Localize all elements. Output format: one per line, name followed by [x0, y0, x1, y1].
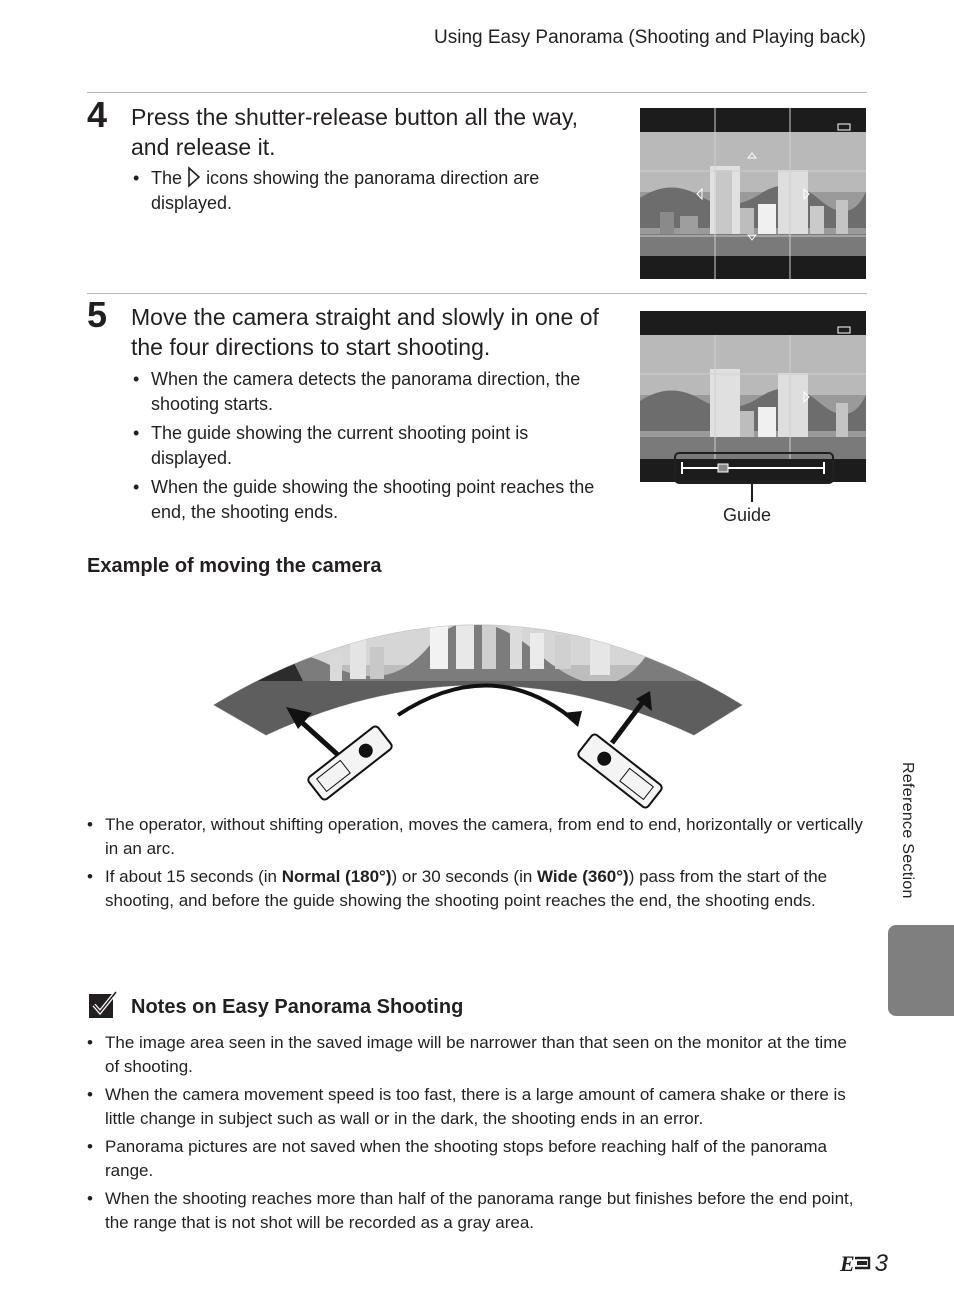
list-item: • The image area seen in the saved image will be narrower than that seen on the monitor at the time of shooting. [87, 1033, 847, 1076]
list-item: • When the shooting reaches more than half of the panorama range but finishes before the end point, the range that is not shot will be recorded as a gray area. [87, 1189, 854, 1232]
divider [87, 92, 867, 93]
notes-bullets [85, 1031, 865, 1239]
running-header: Using Easy Panorama (Shooting and Playing back) [434, 27, 866, 48]
list-item: • Panorama pictures are not saved when the shooting stops before reaching half of the panorama range. [87, 1137, 828, 1180]
list-item: • When the guide showing the shooting point reaches the end, the shooting ends. [133, 477, 595, 522]
list-item: • The operator, without shifting operation, moves the camera, from end to end, horizontally or vertically in an arc. [87, 815, 863, 858]
step-5-title: Move the camera straight and slowly in one of the four directions to start shooting. [131, 304, 599, 360]
list-item: • When the camera movement speed is too fast, there is a large amount of camera shake or there is little change in subject such as wall or in the dark, the shooting ends in an error. [87, 1085, 846, 1128]
step-4-number: 4 [87, 94, 108, 135]
camera-movement-illustration [210, 595, 750, 810]
note-check-icon [87, 990, 119, 1020]
guide-bar [676, 454, 832, 482]
step-5-number: 5 [87, 294, 108, 335]
guide-leader-line [751, 482, 753, 502]
list-item: • When the camera detects the panorama direction, the shooting starts. [133, 369, 581, 414]
step-4-title: Press the shutter-release button all the way, and release it. [131, 104, 579, 160]
section-tab-label: Reference Section [899, 762, 916, 899]
camera-monitor-screenshot [640, 108, 866, 279]
example-heading: Example of moving the camera [87, 555, 382, 577]
notes-heading: Notes on Easy Panorama Shooting [131, 996, 464, 1018]
section-tab [888, 925, 954, 1016]
divider [87, 293, 867, 294]
list-item: • If about 15 seconds (in Normal (180°)) or 30 seconds (in Wide (360°)) pass from the start of the shooting, and before the guide showing the shooting point reaches the end, the shooting ends. [87, 867, 828, 910]
reference-section-icon [839, 1252, 875, 1274]
step-4-bullets [131, 166, 601, 220]
list-item: • The guide showing the current shooting point is displayed. [133, 423, 529, 468]
svg-text:E: E [839, 1252, 855, 1274]
panorama-preview-image [640, 108, 866, 279]
guide-highlight [674, 452, 834, 484]
direction-arrow-icon [187, 166, 201, 188]
step-5-bullets [131, 367, 611, 529]
guide-label: Guide [723, 505, 772, 525]
example-bullets [85, 813, 865, 917]
page-number: E 3 [839, 1250, 888, 1277]
list-item: • The icons showing the panorama direction are displayed. [133, 168, 540, 213]
